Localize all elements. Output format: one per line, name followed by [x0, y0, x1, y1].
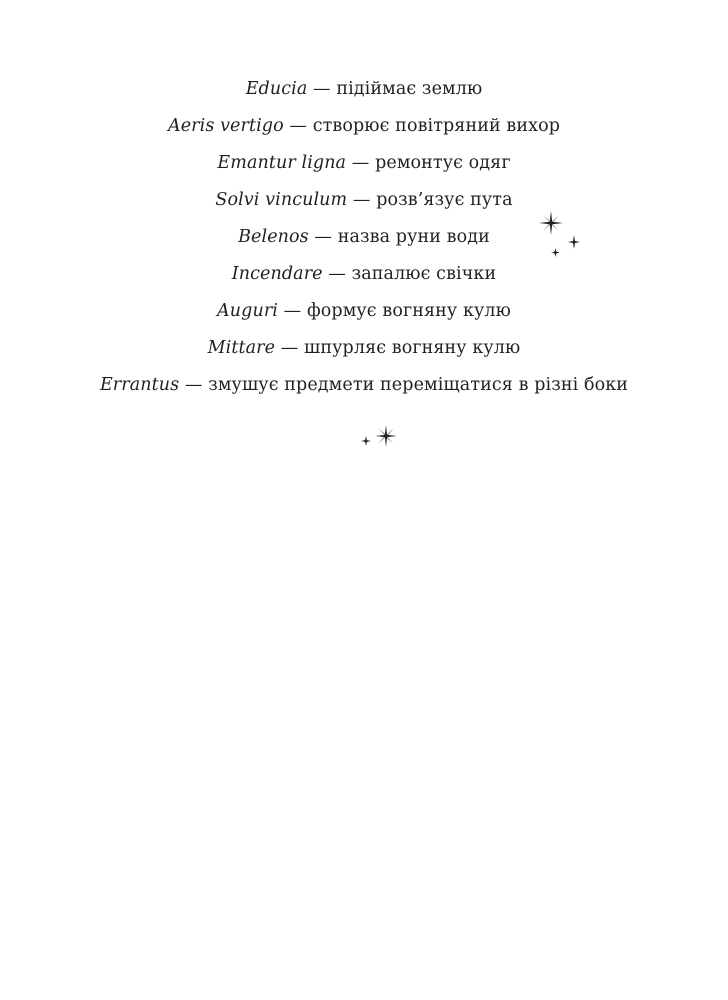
spell-name: Auguri — [217, 301, 278, 321]
sparkle-star-icon — [375, 425, 397, 447]
spell-dash: — — [352, 190, 371, 210]
spell-dash: — — [289, 116, 308, 136]
spell-name: Aeris vertigo — [167, 116, 284, 136]
spell-line — [0, 185, 728, 222]
spell-description: підіймає землю — [336, 79, 483, 99]
spell-name: Mittare — [207, 338, 276, 358]
spell-name: Incendare — [231, 264, 323, 284]
spell-description: розв’язує пута — [376, 190, 513, 210]
spell-dash: — — [351, 153, 370, 173]
spell-description: змушує предмети переміщатися в різні боки — [208, 375, 629, 395]
spell-description: назва руни води — [337, 227, 490, 247]
sparkle-star-icon — [568, 235, 580, 249]
spell-name: Belenos — [238, 227, 309, 247]
spell-description: формує вогняну кулю — [306, 301, 511, 321]
spell-line — [0, 74, 728, 111]
spell-line — [0, 222, 728, 259]
spell-description: запалює свічки — [351, 264, 497, 284]
sparkle-star-icon — [551, 248, 560, 257]
spell-line — [0, 111, 728, 148]
spell-dash: — — [283, 301, 302, 321]
sparkle-star-icon — [539, 211, 563, 235]
spell-line — [0, 370, 728, 407]
sparkle-star-icon — [361, 436, 371, 446]
spell-dash: — — [328, 264, 346, 284]
spell-dash: — — [280, 338, 299, 358]
spell-name: Solvi vinculum — [215, 190, 348, 210]
spell-line — [0, 148, 728, 185]
spell-description: ремонтує одяг — [375, 153, 511, 173]
spell-name: Emantur ligna — [217, 153, 347, 173]
spell-dash: — — [313, 79, 331, 99]
spell-line — [0, 333, 728, 370]
spell-line — [0, 259, 728, 296]
spell-description: шпурляє вогняну кулю — [304, 338, 521, 358]
spell-description: створює повітряний вихор — [312, 116, 561, 136]
spell-name: Errantus — [99, 375, 180, 395]
spell-list — [0, 74, 728, 407]
spell-name: Educia — [245, 79, 308, 99]
spell-line — [0, 296, 728, 333]
spell-dash: — — [184, 375, 203, 395]
spell-dash: — — [314, 227, 333, 247]
